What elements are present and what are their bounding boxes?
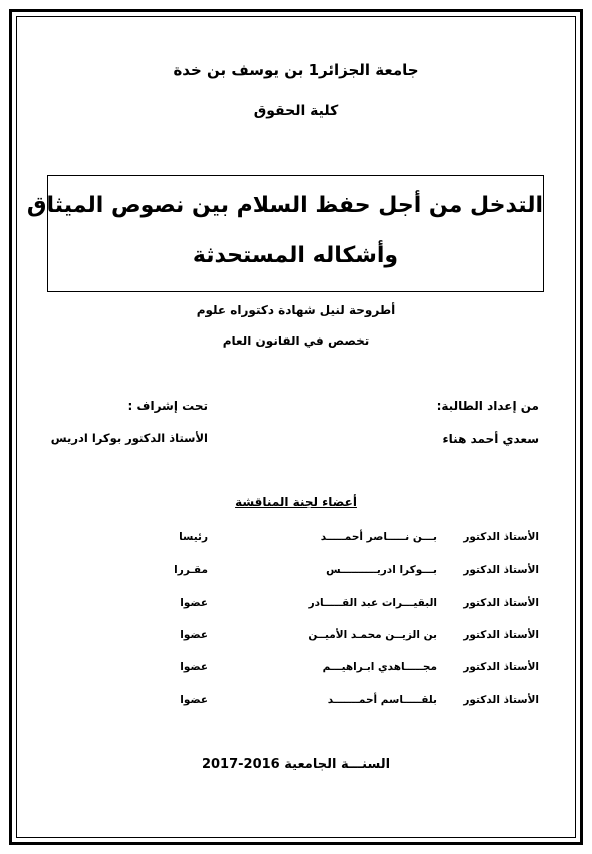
member-rank: الأستاذ الدكتور (463, 629, 539, 641)
student-label: من إعداد الطالبة: (436, 399, 539, 413)
academic-year: السنـــة الجامعية 2016-2017 (201, 757, 391, 772)
university-name: جامعة الجزائر1 بن يوسف بن خدة (173, 61, 419, 79)
member-role: مقـررا (174, 564, 208, 576)
thesis-title-box (26, 175, 544, 292)
member-rank: الأستاذ الدكتور (463, 694, 539, 706)
committee-member-row (0, 694, 592, 710)
member-name: بن الزيــن محمـد الأميــن (308, 629, 437, 641)
supervisor-name: الأستاذ الدكتور بوكرا ادريس (50, 431, 208, 445)
member-rank: الأستاذ الدكتور (463, 661, 539, 673)
member-name: البقيـــرات عبد القـــــادر (308, 597, 437, 609)
member-rank: الأستاذ الدكتور (463, 597, 539, 609)
member-rank: الأستاذ الدكتور (463, 531, 539, 543)
member-name: مجـــــاهدي ابـراهيـــم (322, 661, 437, 673)
page-border-inner (16, 16, 576, 838)
member-role: عضوا (180, 694, 208, 706)
committee-member-row (0, 597, 592, 613)
member-name: بـــن نـــــاصر أحمـــــد (320, 531, 437, 543)
committee-heading: أعضاء لجنة المناقشة (235, 495, 357, 509)
committee-member-row (0, 661, 592, 677)
committee-member-row (0, 531, 592, 547)
faculty-name: كلية الحقوق (253, 103, 339, 119)
student-name: سعدي أحمد هناء (442, 432, 539, 446)
member-role: عضوا (180, 661, 208, 673)
committee-member-row (0, 564, 592, 580)
member-role: عضوا (180, 629, 208, 641)
member-name: بـــوكرا ادريــــــــــس (326, 564, 437, 576)
thesis-specialty: تخصص في القانون العام (222, 334, 370, 348)
thesis-degree: أطروحة لنيل شهادة دكتوراه علوم (196, 303, 396, 317)
thesis-title-line-1: التدخل من أجل حفظ السلام بين نصوص الميثاق (26, 193, 543, 218)
member-role: عضوا (180, 597, 208, 609)
thesis-title-line-2: وأشكاله المستحدثة (192, 243, 399, 268)
committee-member-row (0, 629, 592, 645)
supervisor-label: تحت إشراف : (127, 399, 208, 413)
member-name: بلقـــــاسم أحمـــــــد (327, 694, 437, 706)
member-role: رئيسا (179, 531, 208, 543)
member-rank: الأستاذ الدكتور (463, 564, 539, 576)
